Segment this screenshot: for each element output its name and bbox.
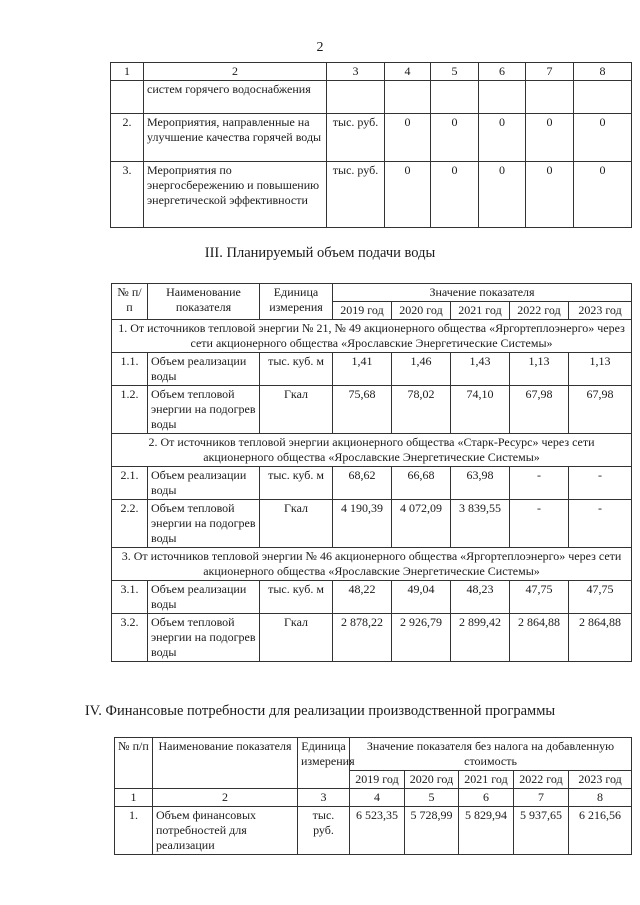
row-value: 68,62: [333, 467, 392, 500]
header-year: 2022 год: [510, 302, 569, 320]
table-row: [111, 114, 632, 162]
row-value: 48,23: [451, 581, 510, 614]
table-row: [112, 614, 632, 662]
header-year: 2021 год: [459, 771, 514, 789]
row-value: 1,13: [510, 353, 569, 386]
col-number: 4: [350, 789, 405, 807]
row-name: Объем тепловой энергии на подогрев воды: [148, 500, 260, 548]
row-value: 47,75: [569, 581, 632, 614]
row-value: 49,04: [392, 581, 451, 614]
row-name: систем горячего водоснабжения: [144, 81, 327, 114]
header-year: 2023 год: [569, 771, 632, 789]
row-value: 48,22: [333, 581, 392, 614]
row-num: 1.: [115, 807, 153, 855]
row-value: 47,75: [510, 581, 569, 614]
row-value: 0: [431, 114, 479, 162]
col-number: 6: [459, 789, 514, 807]
row-unit: тыс. куб. м: [260, 467, 333, 500]
row-value: 0: [479, 162, 526, 228]
row-value: 2 926,79: [392, 614, 451, 662]
table-row: [111, 162, 632, 228]
section-title-water-volume: III. Планируемый объем подачи воды: [204, 245, 436, 261]
row-unit: тыс. руб.: [298, 807, 350, 855]
table-colnum-row: [115, 789, 632, 807]
row-value: -: [510, 467, 569, 500]
header-year: 2020 год: [405, 771, 459, 789]
group-header: [112, 548, 632, 581]
row-value: 5 728,99: [405, 807, 459, 855]
row-value: 2 878,22: [333, 614, 392, 662]
header-name: Наименование показателя: [153, 738, 298, 789]
row-unit: тыс. руб.: [327, 162, 385, 228]
row-value: 75,68: [333, 386, 392, 434]
row-num: 3.1.: [112, 581, 148, 614]
col-number: 2: [144, 63, 327, 81]
group-header: [112, 320, 632, 353]
header-num: № п/п: [112, 284, 148, 320]
header-unit: Единица измерения: [298, 738, 350, 789]
row-value: -: [569, 467, 632, 500]
col-number: 5: [405, 789, 459, 807]
row-unit: тыс. куб. м: [260, 353, 333, 386]
header-name: Наименование показателя: [148, 284, 260, 320]
col-number: 8: [569, 789, 632, 807]
row-value: 0: [479, 114, 526, 162]
row-value: 0: [385, 162, 431, 228]
col-number: 2: [153, 789, 298, 807]
col-number: 8: [574, 63, 632, 81]
row-unit: Гкал: [260, 614, 333, 662]
row-value: [526, 81, 574, 114]
col-number: 7: [526, 63, 574, 81]
row-name: Мероприятия, направленные на улучшение качества горячей воды: [144, 114, 327, 162]
table-row: [112, 500, 632, 548]
row-num: 2.1.: [112, 467, 148, 500]
table-financial-needs: [114, 737, 632, 855]
table-row: [112, 386, 632, 434]
header-year: 2019 год: [350, 771, 405, 789]
row-value: 4 190,39: [333, 500, 392, 548]
row-num: 1.1.: [112, 353, 148, 386]
row-unit: [327, 81, 385, 114]
row-value: 3 839,55: [451, 500, 510, 548]
header-year: 2023 год: [569, 302, 632, 320]
col-number: 3: [298, 789, 350, 807]
table-row: [112, 581, 632, 614]
row-name: Объем реализации воды: [148, 467, 260, 500]
group-title: 2. От источников тепловой энергии акционерного общества «Старк-Ресурс» через сети акционерного общества «Ярославские Энергетические Системы»: [112, 434, 632, 467]
header-year: 2021 год: [451, 302, 510, 320]
row-unit: тыс. руб.: [327, 114, 385, 162]
col-number: 1: [115, 789, 153, 807]
row-name: Объем тепловой энергии на подогрев воды: [148, 614, 260, 662]
group-title: 3. От источников тепловой энергии № 46 акционерного общества «Яргортеплоэнерго» через сети акционерного общества «Ярославские Энергетические Системы»: [112, 548, 632, 581]
col-number: 3: [327, 63, 385, 81]
row-value: 1,43: [451, 353, 510, 386]
row-value: -: [569, 500, 632, 548]
row-value: -: [510, 500, 569, 548]
table-row: [115, 807, 632, 855]
col-number: 4: [385, 63, 431, 81]
table-continuation: [110, 62, 632, 228]
row-unit: Гкал: [260, 386, 333, 434]
row-name: Объем тепловой энергии на подогрев воды: [148, 386, 260, 434]
row-value: 66,68: [392, 467, 451, 500]
row-num: 3.2.: [112, 614, 148, 662]
table-water-volume: [111, 283, 632, 662]
row-value: [574, 81, 632, 114]
row-value: 5 829,94: [459, 807, 514, 855]
row-value: 67,98: [510, 386, 569, 434]
header-unit: Единица измерения: [260, 284, 333, 320]
row-value: 6 523,35: [350, 807, 405, 855]
row-value: [479, 81, 526, 114]
row-value: 1,13: [569, 353, 632, 386]
row-value: 0: [431, 162, 479, 228]
row-value: [385, 81, 431, 114]
row-value: 2 864,88: [510, 614, 569, 662]
row-value: 63,98: [451, 467, 510, 500]
row-value: 2 864,88: [569, 614, 632, 662]
row-name: Объем реализации воды: [148, 581, 260, 614]
row-value: 5 937,65: [514, 807, 569, 855]
row-unit: Гкал: [260, 500, 333, 548]
row-value: 0: [574, 162, 632, 228]
row-value: 2 899,42: [451, 614, 510, 662]
row-num: [111, 81, 144, 114]
row-value: 0: [574, 114, 632, 162]
group-header: [112, 434, 632, 467]
section-title-financial-needs: IV. Финансовые потребности для реализации производственной программы: [84, 703, 556, 719]
table-row: [112, 467, 632, 500]
row-value: 78,02: [392, 386, 451, 434]
col-number: 6: [479, 63, 526, 81]
table-row: [111, 81, 632, 114]
row-value: 0: [385, 114, 431, 162]
row-value: [431, 81, 479, 114]
table-header-row: [115, 738, 632, 771]
row-value: 4 072,09: [392, 500, 451, 548]
group-title: 1. От источников тепловой энергии № 21, № 49 акционерного общества «Яргортеплоэнерго» через сети акционерного общества «Ярославские Энергетические Системы»: [112, 320, 632, 353]
header-value: Значение показателя: [333, 284, 632, 302]
header-year: 2022 год: [514, 771, 569, 789]
header-year: 2019 год: [333, 302, 392, 320]
row-value: 67,98: [569, 386, 632, 434]
row-value: 1,41: [333, 353, 392, 386]
row-name: Мероприятия по энергосбережению и повышению энергетической эффективности: [144, 162, 327, 228]
table-row: [112, 353, 632, 386]
table-header-row: [111, 63, 632, 81]
header-value: Значение показателя без налога на добавленную стоимость: [350, 738, 632, 771]
table-header-row: [112, 284, 632, 302]
row-value: 0: [526, 162, 574, 228]
row-value: 1,46: [392, 353, 451, 386]
row-value: 0: [526, 114, 574, 162]
header-year: 2020 год: [392, 302, 451, 320]
header-num: № п/п: [115, 738, 153, 789]
row-num: 3.: [111, 162, 144, 228]
row-num: 2.2.: [112, 500, 148, 548]
row-unit: тыс. куб. м: [260, 581, 333, 614]
col-number: 7: [514, 789, 569, 807]
row-value: 74,10: [451, 386, 510, 434]
page-number: 2: [316, 40, 324, 55]
row-num: 2.: [111, 114, 144, 162]
row-name: Объем реализации воды: [148, 353, 260, 386]
row-num: 1.2.: [112, 386, 148, 434]
row-value: 6 216,56: [569, 807, 632, 855]
row-name: Объем финансовых потребностей для реализации: [153, 807, 298, 855]
col-number: 5: [431, 63, 479, 81]
col-number: 1: [111, 63, 144, 81]
